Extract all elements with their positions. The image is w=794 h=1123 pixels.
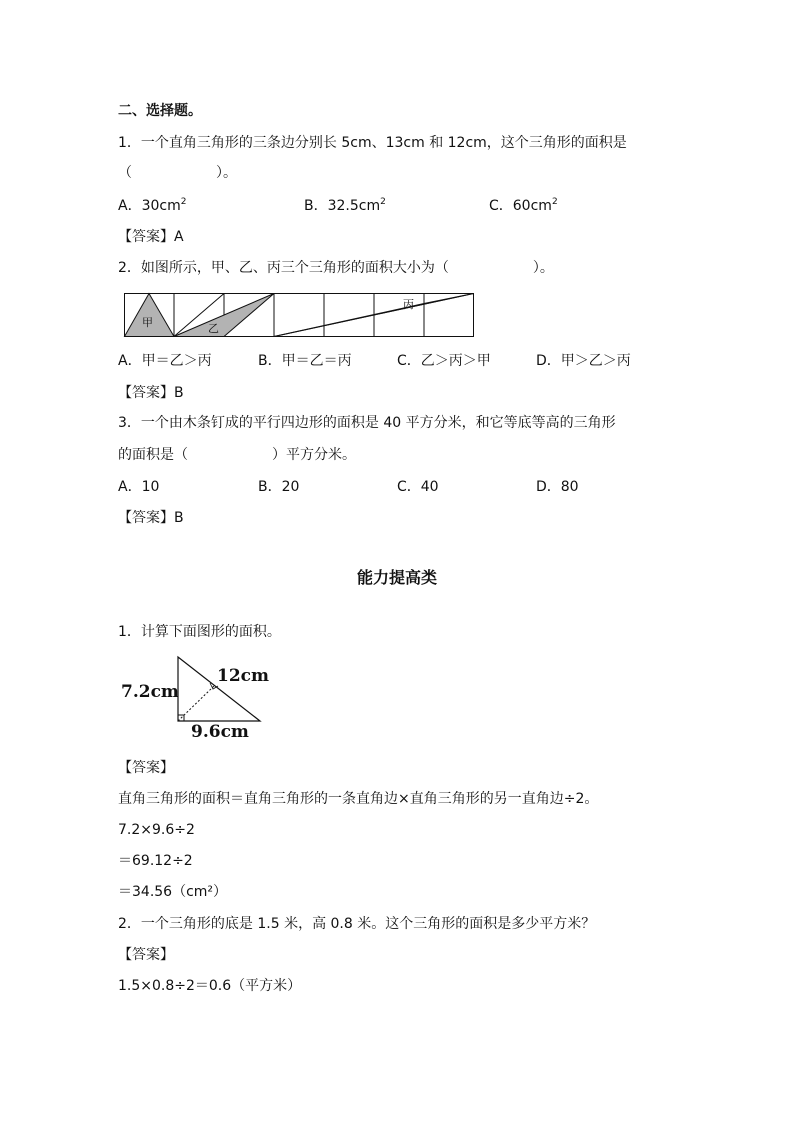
label-bing: 丙	[403, 298, 414, 311]
section-2-title: 能力提高类	[356, 568, 437, 587]
label-jia: 甲	[142, 316, 153, 329]
q2-option-b: B．甲＝乙＝丙	[258, 353, 352, 369]
q2-option-d: D．甲＞乙＞丙	[536, 353, 631, 369]
problem-1-answer-line: ＝34.56（cm²）	[118, 884, 228, 900]
q1-option-a: A．$30cm^2$	[118, 197, 187, 214]
q1-answer: 【答案】A	[118, 229, 184, 245]
label-yi: 乙	[208, 322, 219, 335]
q2-answer: 【答案】B	[118, 385, 184, 401]
problem-1-text: 1．计算下面图形的面积。	[118, 624, 281, 640]
q1-option-c: C．$60cm^2$	[489, 197, 558, 214]
label-bottom-side: 9.6cm	[191, 722, 249, 742]
question-2-text: 2．如图所示，甲、乙、丙三个三角形的面积大小为（ ）。	[118, 260, 554, 276]
q1-option-b: B．$32.5cm^2$	[304, 197, 386, 214]
q3-option-b: B．20	[258, 479, 300, 495]
grid-outline	[125, 294, 474, 337]
problem-2-text: 2．一个三角形的底是 1.5 米，高 0.8 米。这个三角形的面积是多少平方米？	[118, 916, 596, 932]
triangle-grid-figure	[124, 293, 474, 338]
problem-1-answer-line: ＝69.12÷2	[118, 853, 193, 869]
q3-option-c: C．40	[397, 479, 439, 495]
triangle-jia	[125, 294, 175, 337]
problem-1-answer-line: 直角三角形的面积＝直角三角形的一条直角边×直角三角形的另一直角边÷2。	[118, 791, 599, 807]
q2-option-c: C．乙＞丙＞甲	[397, 353, 491, 369]
problem-1-answer-head: 【答案】	[118, 760, 174, 776]
problem-2-answer-line: 1.5×0.8÷2＝0.6（平方米）	[118, 978, 302, 994]
q2-option-a: A．甲＝乙＞丙	[118, 353, 212, 369]
problem-2-answer-head: 【答案】	[118, 947, 174, 963]
q3-option-d: D．80	[536, 479, 579, 495]
right-triangle-figure	[118, 655, 278, 745]
label-left-side: 7.2cm	[121, 682, 179, 702]
problem-1-answer-line: 7.2×9.6÷2	[118, 822, 195, 838]
q3-answer: 【答案】B	[118, 510, 184, 526]
section-title: 二、选择题。	[118, 103, 202, 119]
question-1-blank: （ ）。	[118, 165, 237, 181]
question-3-text-2: 的面积是（ ）平方分米。	[118, 447, 356, 463]
q3-option-a: A．10	[118, 479, 160, 495]
question-3-text: 3．一个由木条钉成的平行四边形的面积是 40 平方分米，和它等底等高的三角形	[118, 415, 616, 431]
question-1-text: 1．一个直角三角形的三条边分别长 5cm、13cm 和 12cm，这个三角形的面积是	[118, 135, 627, 151]
label-hypotenuse: 12cm	[217, 666, 269, 686]
